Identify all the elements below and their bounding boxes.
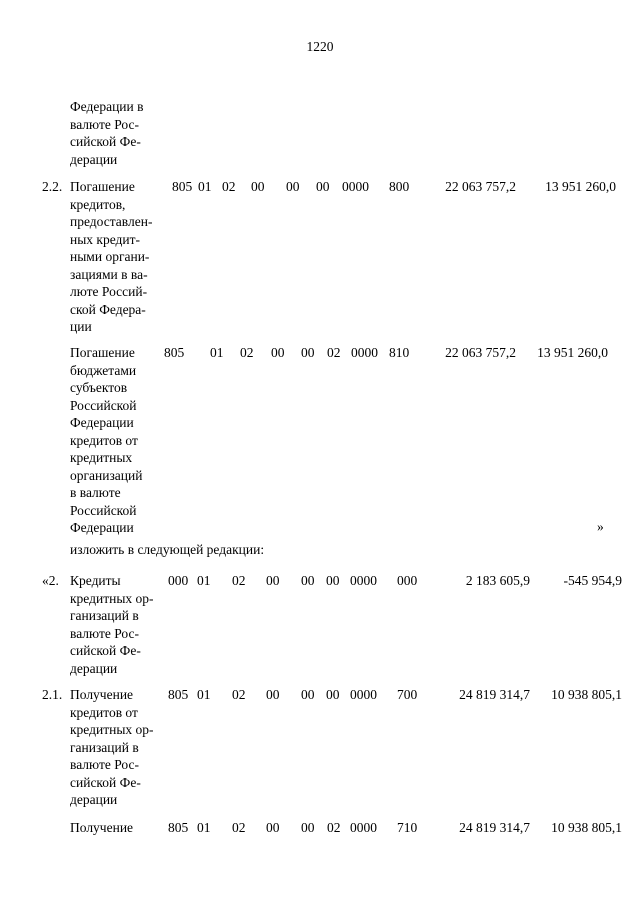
code-group: 01	[197, 820, 211, 835]
code-subgroup: 02	[232, 820, 246, 835]
code-admin: 000	[168, 573, 189, 588]
value-year1: 22 063 757,2	[445, 179, 516, 194]
row-name: Погашение кредитов, предоставлен- ных кредит- ными органи- зациями в ва- люте Россий- ской Федера- ции	[70, 179, 153, 334]
row-name: Получение кредитов от кредитных ор- ганизаций в валюте Рос- сийской Фе- дерации	[70, 687, 154, 807]
code-article: 00	[266, 573, 280, 588]
row-name: Кредиты кредитных ор- ганизаций в валюте Рос- сийской Фе- дерации	[70, 573, 154, 676]
value-year1: 22 063 757,2	[445, 345, 516, 360]
code-subgroup: 02	[240, 345, 254, 360]
code-subgroup: 02	[232, 687, 246, 702]
value-year1: 24 819 314,7	[459, 687, 530, 702]
value-year2: -545 954,9	[563, 573, 622, 588]
code-program: 0000	[351, 345, 378, 360]
code-program: 0000	[350, 573, 377, 588]
closing-quote: »	[597, 519, 604, 534]
value-year2: 10 938 805,1	[551, 820, 622, 835]
code-group: 01	[210, 345, 224, 360]
code-kosgu: 700	[397, 687, 418, 702]
code-element: 00	[326, 687, 340, 702]
continued-row-name: Федерации в валюте Рос- сийской Фе- дерации	[70, 99, 144, 167]
code-subarticle: 00	[301, 345, 315, 360]
code-subgroup: 02	[232, 573, 246, 588]
code-article: 00	[266, 687, 280, 702]
value-year2: 10 938 805,1	[551, 687, 622, 702]
code-element: 00	[316, 179, 330, 194]
amendment-instruction: изложить в следующей редакции:	[70, 542, 265, 557]
row-number: «2.	[42, 573, 59, 588]
row-name: Погашение бюджетами субъектов Российской Федерации кредитов от кредитных организаций в валюте Российской Федерации	[70, 345, 143, 535]
code-article: 00	[271, 345, 285, 360]
code-admin: 805	[168, 687, 189, 702]
code-subarticle: 00	[301, 687, 315, 702]
code-element: 02	[327, 820, 341, 835]
code-element: 00	[326, 573, 340, 588]
code-element: 02	[327, 345, 341, 360]
code-kosgu: 800	[389, 179, 410, 194]
value-year2: 13 951 260,0	[545, 179, 616, 194]
code-kosgu: 000	[397, 573, 418, 588]
code-kosgu: 810	[389, 345, 410, 360]
value-year2: 13 951 260,0	[537, 345, 608, 360]
code-group: 01	[197, 687, 211, 702]
row-number: 2.1.	[42, 687, 63, 702]
code-article: 00	[251, 179, 265, 194]
code-group: 01	[198, 179, 212, 194]
page-number: 1220	[306, 39, 334, 54]
code-subarticle: 00	[301, 573, 315, 588]
code-group: 01	[197, 573, 211, 588]
value-year1: 24 819 314,7	[459, 820, 530, 835]
row-name: Получение	[70, 820, 134, 835]
code-admin: 805	[164, 345, 185, 360]
code-program: 0000	[350, 820, 377, 835]
code-kosgu: 710	[397, 820, 418, 835]
code-subarticle: 00	[301, 820, 315, 835]
code-article: 00	[266, 820, 280, 835]
code-admin: 805	[168, 820, 189, 835]
code-subgroup: 02	[222, 179, 236, 194]
code-admin: 805	[172, 179, 193, 194]
code-program: 0000	[342, 179, 369, 194]
code-program: 0000	[350, 687, 377, 702]
code-subarticle: 00	[286, 179, 300, 194]
row-number: 2.2.	[42, 179, 63, 194]
value-year1: 2 183 605,9	[465, 573, 530, 588]
